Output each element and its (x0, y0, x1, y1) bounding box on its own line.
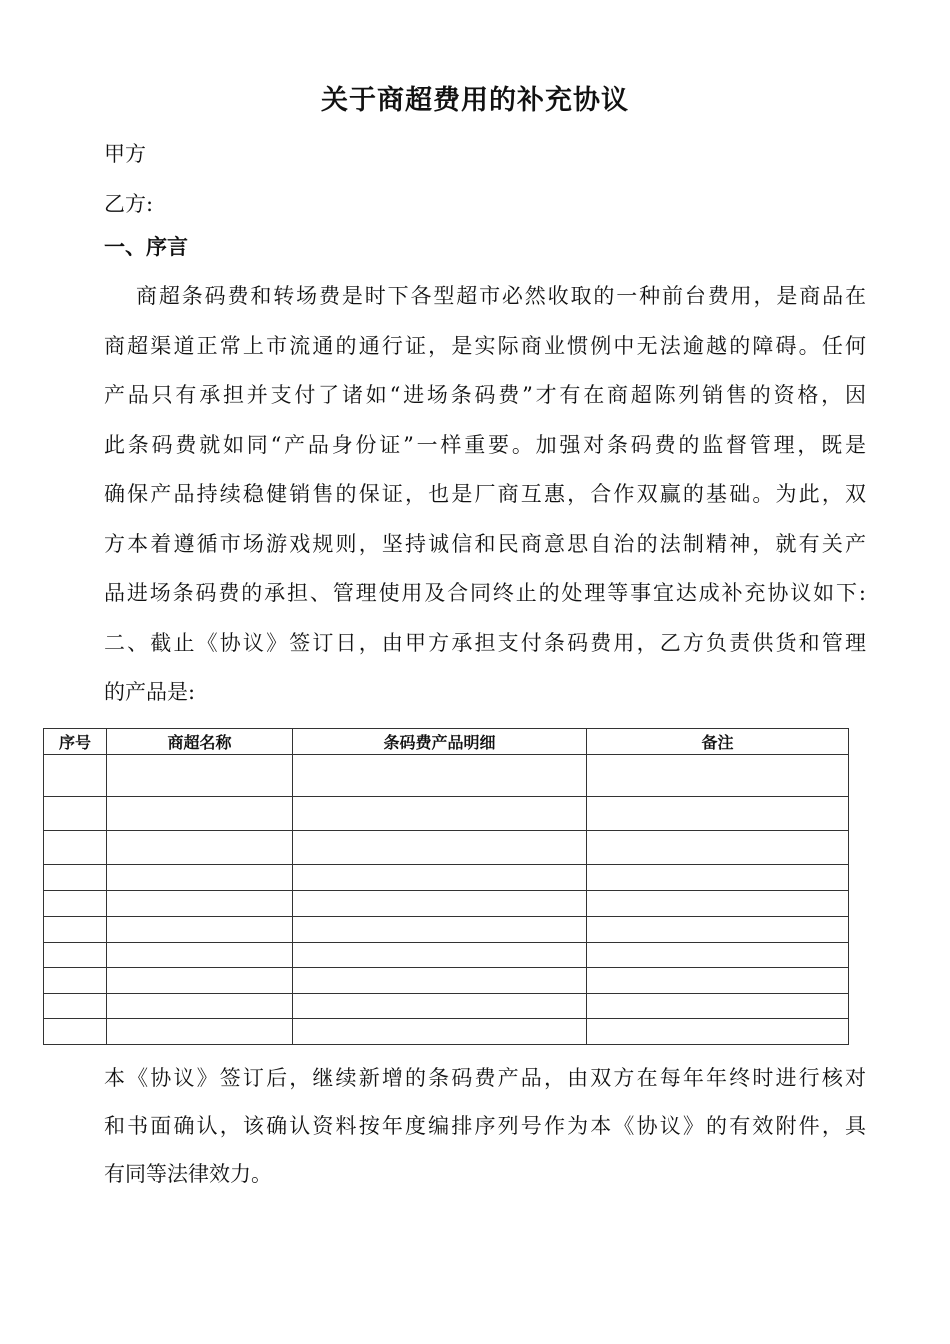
table-cell[interactable] (293, 891, 587, 917)
table-cell[interactable] (293, 755, 587, 797)
header-serial-number: 序号 (44, 729, 107, 755)
table-row (44, 797, 849, 831)
table-cell[interactable] (107, 943, 293, 968)
table-cell[interactable] (293, 994, 587, 1019)
table-cell[interactable] (44, 755, 107, 797)
table-cell[interactable] (44, 831, 107, 865)
table-cell[interactable] (587, 968, 849, 994)
preface-line: 商超条码费和转场费是时下各型超市必然收取的一种前台费用，是商品在 (136, 284, 868, 308)
table-cell[interactable] (107, 968, 293, 994)
preface-line: 产品只有承担并支付了诸如“进场条码费”才有在商超陈列销售的资格，因 (104, 383, 869, 407)
table-row (44, 994, 849, 1019)
preface-line: 此条码费就如同“产品身份证”一样重要。加强对条码费的监督管理，既是 (104, 433, 869, 457)
table-cell[interactable] (107, 917, 293, 943)
table-cell[interactable] (293, 968, 587, 994)
table-cell[interactable] (107, 797, 293, 831)
table-cell[interactable] (293, 831, 587, 865)
table-cell[interactable] (293, 1019, 587, 1045)
party-a-label: 甲方 (104, 142, 146, 166)
table-cell[interactable] (44, 1019, 107, 1045)
header-remarks: 备注 (587, 729, 849, 755)
table-cell[interactable] (44, 994, 107, 1019)
table-row (44, 1019, 849, 1045)
table-cell[interactable] (587, 1019, 849, 1045)
table-cell[interactable] (293, 917, 587, 943)
section-2-line: 的产品是: (104, 680, 196, 704)
table-cell[interactable] (587, 943, 849, 968)
preface-line: 确保产品持续稳健销售的保证，也是厂商互惠，合作双赢的基础。为此，双 (104, 482, 869, 506)
table-cell[interactable] (44, 891, 107, 917)
section-1-heading: 一、序言 (104, 234, 188, 259)
header-product-details: 条码费产品明细 (293, 729, 587, 755)
preface-line: 品进场条码费的承担、管理使用及合同终止的处理等事宜达成补充协议如下: (104, 581, 868, 605)
table-cell[interactable] (107, 755, 293, 797)
table-cell[interactable] (107, 831, 293, 865)
table-cell[interactable] (44, 797, 107, 831)
table-cell[interactable] (587, 994, 849, 1019)
table-cell[interactable] (587, 865, 849, 891)
closing-line: 本《协议》签订后，继续新增的条码费产品，由双方在每年年终时进行核对 (104, 1066, 869, 1090)
table-cell[interactable] (44, 917, 107, 943)
table-cell[interactable] (107, 865, 293, 891)
header-supermarket-name: 商超名称 (107, 729, 293, 755)
table-cell[interactable] (587, 797, 849, 831)
table-cell[interactable] (293, 943, 587, 968)
table-cell[interactable] (293, 865, 587, 891)
table-cell[interactable] (44, 968, 107, 994)
section-2-line: 二、截止《协议》签订日，由甲方承担支付条码费用，乙方负责供货和管理 (104, 631, 869, 655)
closing-line: 有同等法律效力。 (104, 1162, 272, 1186)
table-cell[interactable] (107, 891, 293, 917)
table-row (44, 865, 849, 891)
table-row (44, 755, 849, 797)
table-row (44, 917, 849, 943)
table-cell[interactable] (587, 917, 849, 943)
table-header-row (44, 729, 849, 755)
table-cell[interactable] (293, 797, 587, 831)
table-cell[interactable] (587, 891, 849, 917)
party-b-label: 乙方: (104, 192, 154, 216)
table-row (44, 968, 849, 994)
table-cell[interactable] (587, 831, 849, 865)
table-cell[interactable] (587, 755, 849, 797)
table-cell[interactable] (107, 994, 293, 1019)
preface-line: 商超渠道正常上市流通的通行证，是实际商业惯例中无法逾越的障碍。任何 (104, 334, 869, 358)
table-cell[interactable] (44, 865, 107, 891)
closing-line: 和书面确认，该确认资料按年度编排序列号作为本《协议》的有效附件，具 (104, 1114, 869, 1138)
barcode-fee-table (43, 728, 849, 1045)
table-cell[interactable] (44, 943, 107, 968)
preface-line: 方本着遵循市场游戏规则，坚持诚信和民商意思自治的法制精神，就有关产 (104, 532, 869, 556)
table-row (44, 831, 849, 865)
table-row (44, 891, 849, 917)
document-title: 关于商超费用的补充协议 (321, 85, 629, 116)
table-row (44, 943, 849, 968)
table-cell[interactable] (107, 1019, 293, 1045)
